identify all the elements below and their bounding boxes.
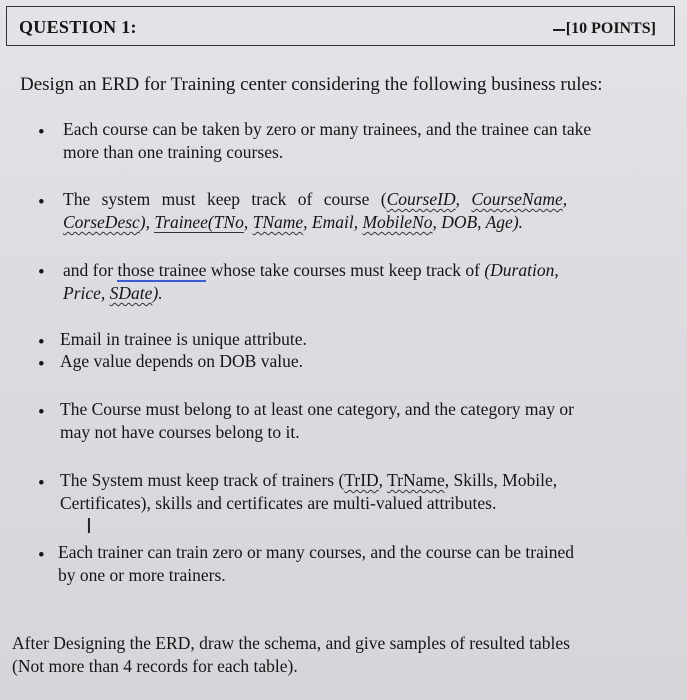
rule-3-text: and for (63, 260, 118, 280)
rule-8 (58, 541, 574, 587)
attr-trname: TrName (387, 470, 445, 490)
attr-corse-desc: CorseDesc (63, 212, 140, 232)
rule-7-text: The System must keep track of trainers ( (60, 470, 345, 490)
rule-2 (63, 188, 567, 234)
rule-6 (60, 398, 574, 444)
rule-2-text: The system must keep track of course ( (63, 189, 387, 209)
attr-price: Price, (63, 283, 110, 303)
rule-2-sep: ), (139, 212, 155, 232)
rule-2-sep: , DOB, Age). (432, 212, 524, 232)
rule-2-line-2 (63, 211, 567, 234)
text-cursor-icon: I (86, 514, 92, 538)
outro-line-2: (Not more than 4 records for each table). (12, 656, 298, 676)
rule-2-sep: , Email, (303, 212, 363, 232)
rule-7-line-1 (60, 469, 557, 492)
rule-6-line-2: may not have courses belong to it. (60, 422, 300, 442)
attr-mobile-no: MobileNo (362, 212, 433, 232)
rule-1 (63, 118, 591, 164)
rule-4: Email in trainee is unique attribute. (60, 329, 307, 349)
attr-course-name: CourseName (471, 189, 563, 209)
bullet-icon: • (38, 262, 45, 283)
attr-tname: TName (252, 212, 304, 232)
attr-duration: (Duration, (484, 260, 559, 280)
bullet-icon: • (38, 545, 45, 566)
rule-6-line-1: The Course must belong to at least one category, and the category may or (60, 399, 574, 419)
rule-3-highlight: those trainee (117, 260, 207, 280)
bullet-icon: • (38, 332, 45, 353)
rule-8-line-1: Each trainer can train zero or many courses, and the course can be trained (58, 542, 575, 562)
rule-5: Age value depends on DOB value. (60, 351, 303, 371)
points-label (553, 20, 656, 38)
question-header (6, 6, 675, 46)
attr-sdate: SDate (109, 283, 153, 303)
rule-2-sep: , (562, 189, 568, 209)
attr-course-id: CourseID (386, 189, 456, 209)
question-title: QUESTION 1: (19, 17, 137, 37)
rule-7-sep: , (378, 470, 388, 490)
outro-line-1: After Designing the ERD, draw the schema, and give samples of resulted tables (12, 633, 570, 653)
points-dash (553, 29, 565, 31)
bullet-icon: • (38, 122, 45, 143)
rule-2-line-1 (63, 188, 567, 211)
rule-7 (60, 469, 557, 515)
rule-3-text: whose take courses must keep track of (206, 260, 485, 280)
rule-3-line-1 (63, 259, 559, 282)
rule-1-line-2: more than one training courses. (63, 142, 284, 162)
outro-text (12, 632, 570, 678)
intro-text: Design an ERD for Training center considering the following business rules: (20, 74, 603, 95)
bullet-icon: • (38, 354, 45, 375)
rule-3 (63, 259, 559, 305)
rule-3-sep: ). (152, 283, 163, 303)
rule-8-line-2: by one or more trainers. (58, 565, 226, 585)
bullet-icon: • (38, 402, 45, 423)
rule-7-text: , Skills, Mobile, (444, 470, 558, 490)
rule-7-line-2: Certificates), skills and certificates are multi-valued attributes. (60, 493, 497, 513)
bullet-icon: • (38, 192, 45, 213)
attr-trid: TrID (344, 470, 379, 490)
points-text: [10 POINTS] (565, 20, 656, 37)
rule-2-sep: , (455, 189, 472, 209)
rule-1-line-1: Each course can be taken by zero or many trainees, and the trainee can take (63, 119, 592, 139)
rule-2-sep: , (243, 212, 253, 232)
bullet-icon: • (38, 473, 45, 494)
rule-3-line-2 (63, 282, 559, 305)
entity-trainee: Trainee(TNo (154, 212, 244, 232)
